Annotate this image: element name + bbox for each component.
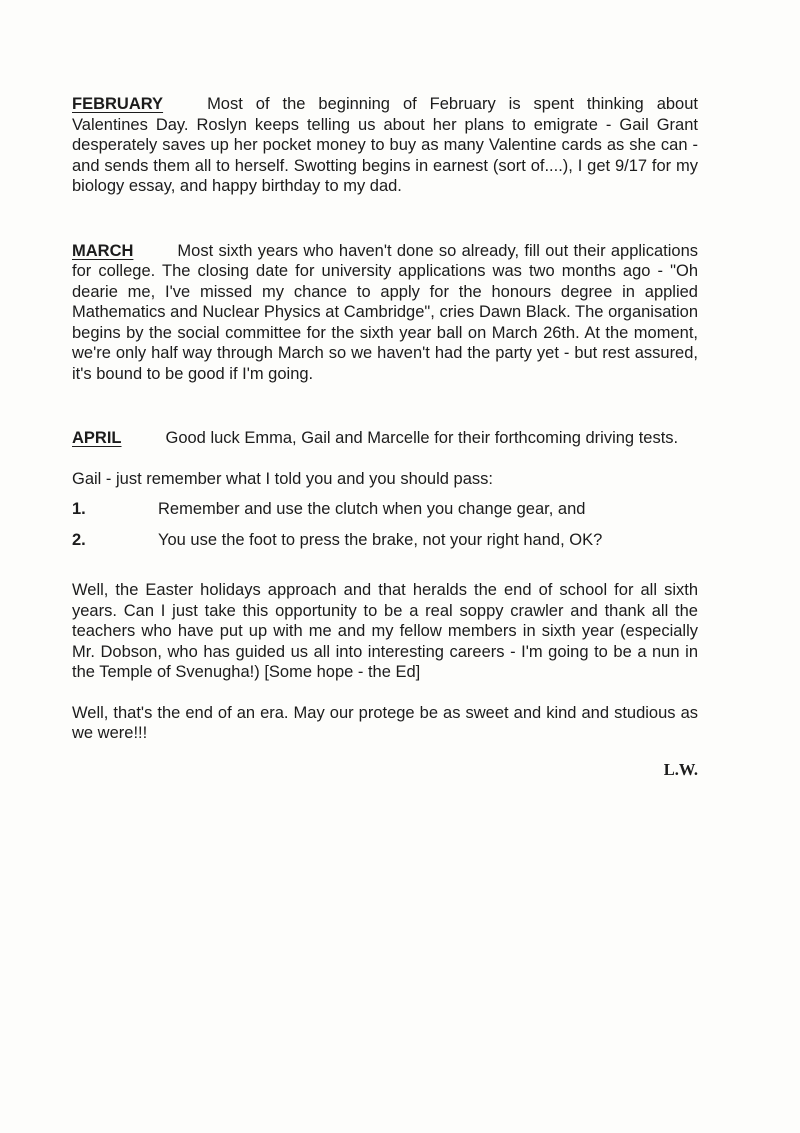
list-item [72, 499, 698, 520]
february-text: Most of the beginning of February is spent thinking about Valentines Day. Roslyn keeps telling us about her plans to emigrate - Gail Grant desperately saves up her pocket money to buy as many Valentine cards as she can - and sends them all to herself. Swotting begins in earnest (sort of....), I get 9/17 for my biology essay, and happy birthday to my dad. [72, 95, 698, 195]
section-february [72, 94, 698, 197]
section-march [72, 241, 698, 385]
list-item-text: You use the foot to press the brake, not your right hand, OK? [158, 530, 603, 549]
list-item-text: Remember and use the clutch when you change gear, and [158, 500, 586, 518]
easter-paragraph: Well, the Easter holidays approach and that heralds the end of school for all sixth years. Can I just take this opportunity to be a real soppy crawler and thank all the teachers who have put up with me and my fellow members in sixth year (especially Mr. Dobson, who has guided us all into interesting careers - I'm going to be a nun in the Temple of Svenugha!) [Some hope - the Ed] [72, 581, 698, 681]
heading-april: APRIL [72, 429, 122, 447]
driving-tips-list [72, 499, 698, 550]
list-item-number: 1. [72, 500, 86, 518]
list-item [72, 530, 698, 551]
list-item-number: 2. [72, 530, 86, 549]
heading-february: FEBRUARY [72, 95, 164, 113]
gail-intro: Gail - just remember what I told you and you should pass: [72, 469, 493, 488]
page-content [72, 94, 698, 780]
march-text: Most sixth years who haven't done so already, fill out their applications for college. The closing date for university applications was two months ago - "Oh dearie me, I've missed my chance to apply for the honours degree in applied Mathematics and Nuclear Physics at Cambridge", cries Dawn Black. The organisation begins by the social committee for the sixth year ball on March 26th. At the moment, we're only half way through March so we haven't had the party yet - but rest assured, it's bound to be good if I'm going. [72, 241, 698, 383]
signoff-initials: L.W. [663, 759, 698, 779]
section-april [72, 428, 698, 449]
era-paragraph: Well, that's the end of an era. May our protege be as sweet and kind and studious as we were!!! [72, 703, 698, 742]
april-text: Good luck Emma, Gail and Marcelle for their forthcoming driving tests. [165, 429, 679, 447]
heading-march: MARCH [72, 241, 134, 260]
